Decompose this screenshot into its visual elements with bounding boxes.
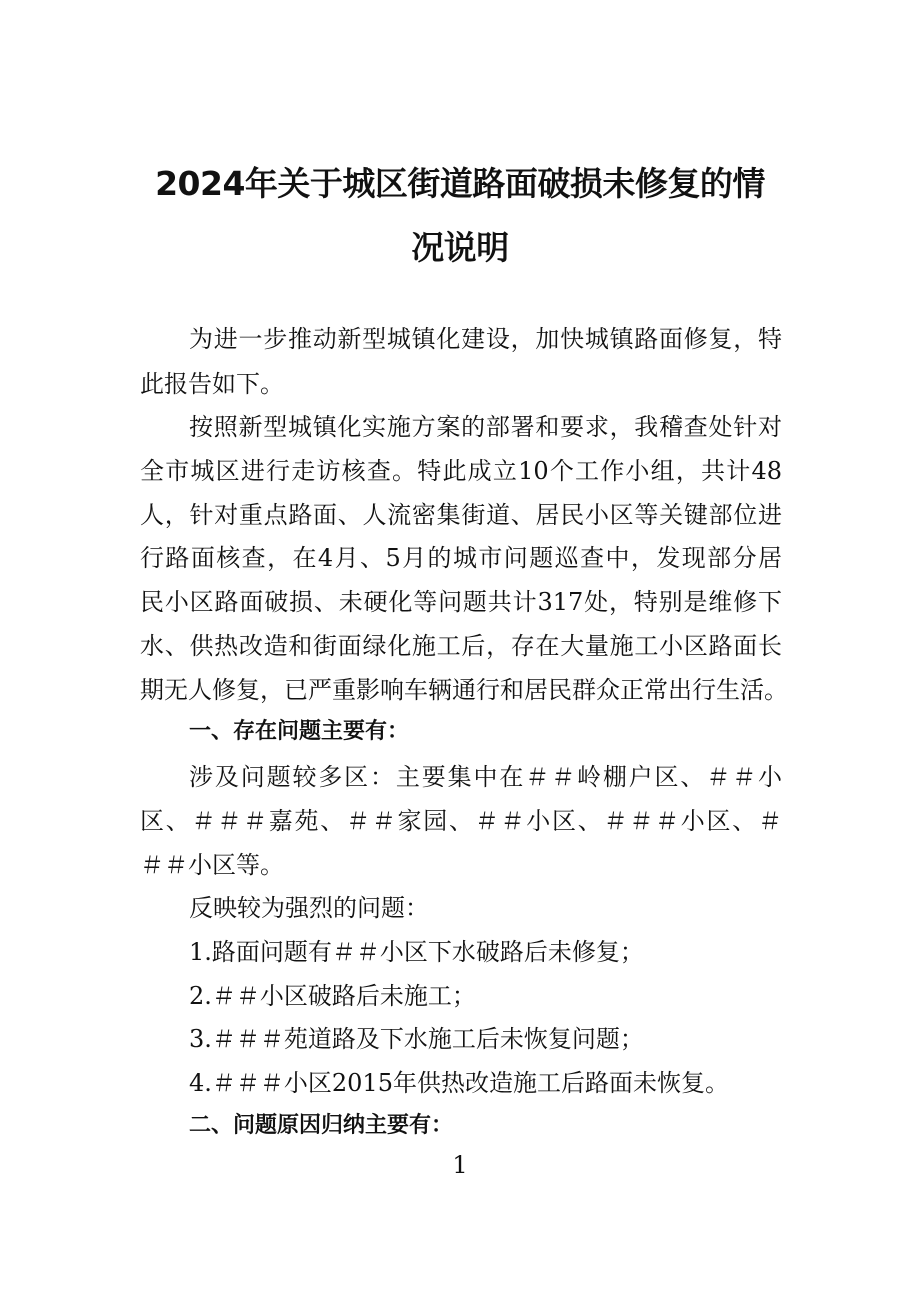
issue-item-1: 1.路面问题有＃＃小区下水破路后未修复； — [189, 938, 644, 966]
issue-item-3: 3.＃＃＃苑道路及下水施工后未恢复问题； — [189, 1025, 644, 1053]
issue-item-2: 2.＃＃小区破路后未施工； — [189, 982, 476, 1010]
body-line-1: 按照新型城镇化实施方案的部署和要求，我稽查处针对 — [189, 413, 782, 441]
issues-intro: 反映较为强烈的问题： — [189, 894, 429, 922]
body-line-4: 行路面核查，在4月、5月的城市问题巡查中，发现部分居 — [140, 544, 782, 572]
intro-line-2: 此报告如下。 — [140, 370, 284, 398]
body-line-3: 人，针对重点路面、人流密集街道、居民小区等关键部位进 — [140, 501, 782, 529]
body-line-6: 水、供热改造和街面绿化施工后，存在大量施工小区路面长 — [140, 632, 782, 660]
section-1-heading: 一、存在问题主要有： — [189, 719, 410, 744]
intro-line-1: 为进一步推动新型城镇化建设，加快城镇路面修复，特 — [189, 325, 782, 353]
areas-line-2: 区、＃＃＃嘉苑、＃＃家园、＃＃小区、＃＃＃小区、＃ — [140, 807, 782, 835]
page-number: 1 — [452, 1151, 468, 1179]
body-line-2: 全市城区进行走访核查。特此成立10个工作小组，共计48 — [140, 457, 782, 485]
section-2-heading: 二、问题原因归纳主要有： — [189, 1113, 454, 1138]
areas-line-3: ＃＃小区等。 — [140, 851, 284, 879]
body-line-7: 期无人修复，已严重影响车辆通行和居民群众正常出行生活。 — [140, 676, 788, 704]
document-title-line-1: 2024年关于城区街道路面破损未修复的情 — [155, 164, 765, 203]
document-title-line-2: 况说明 — [411, 228, 509, 267]
areas-line-1: 涉及问题较多区：主要集中在＃＃岭棚户区、＃＃小 — [189, 763, 782, 791]
body-line-5: 民小区路面破损、未硬化等问题共计317处，特别是维修下 — [140, 588, 782, 616]
issue-item-4: 4.＃＃＃小区2015年供热改造施工后路面未恢复。 — [189, 1069, 729, 1097]
